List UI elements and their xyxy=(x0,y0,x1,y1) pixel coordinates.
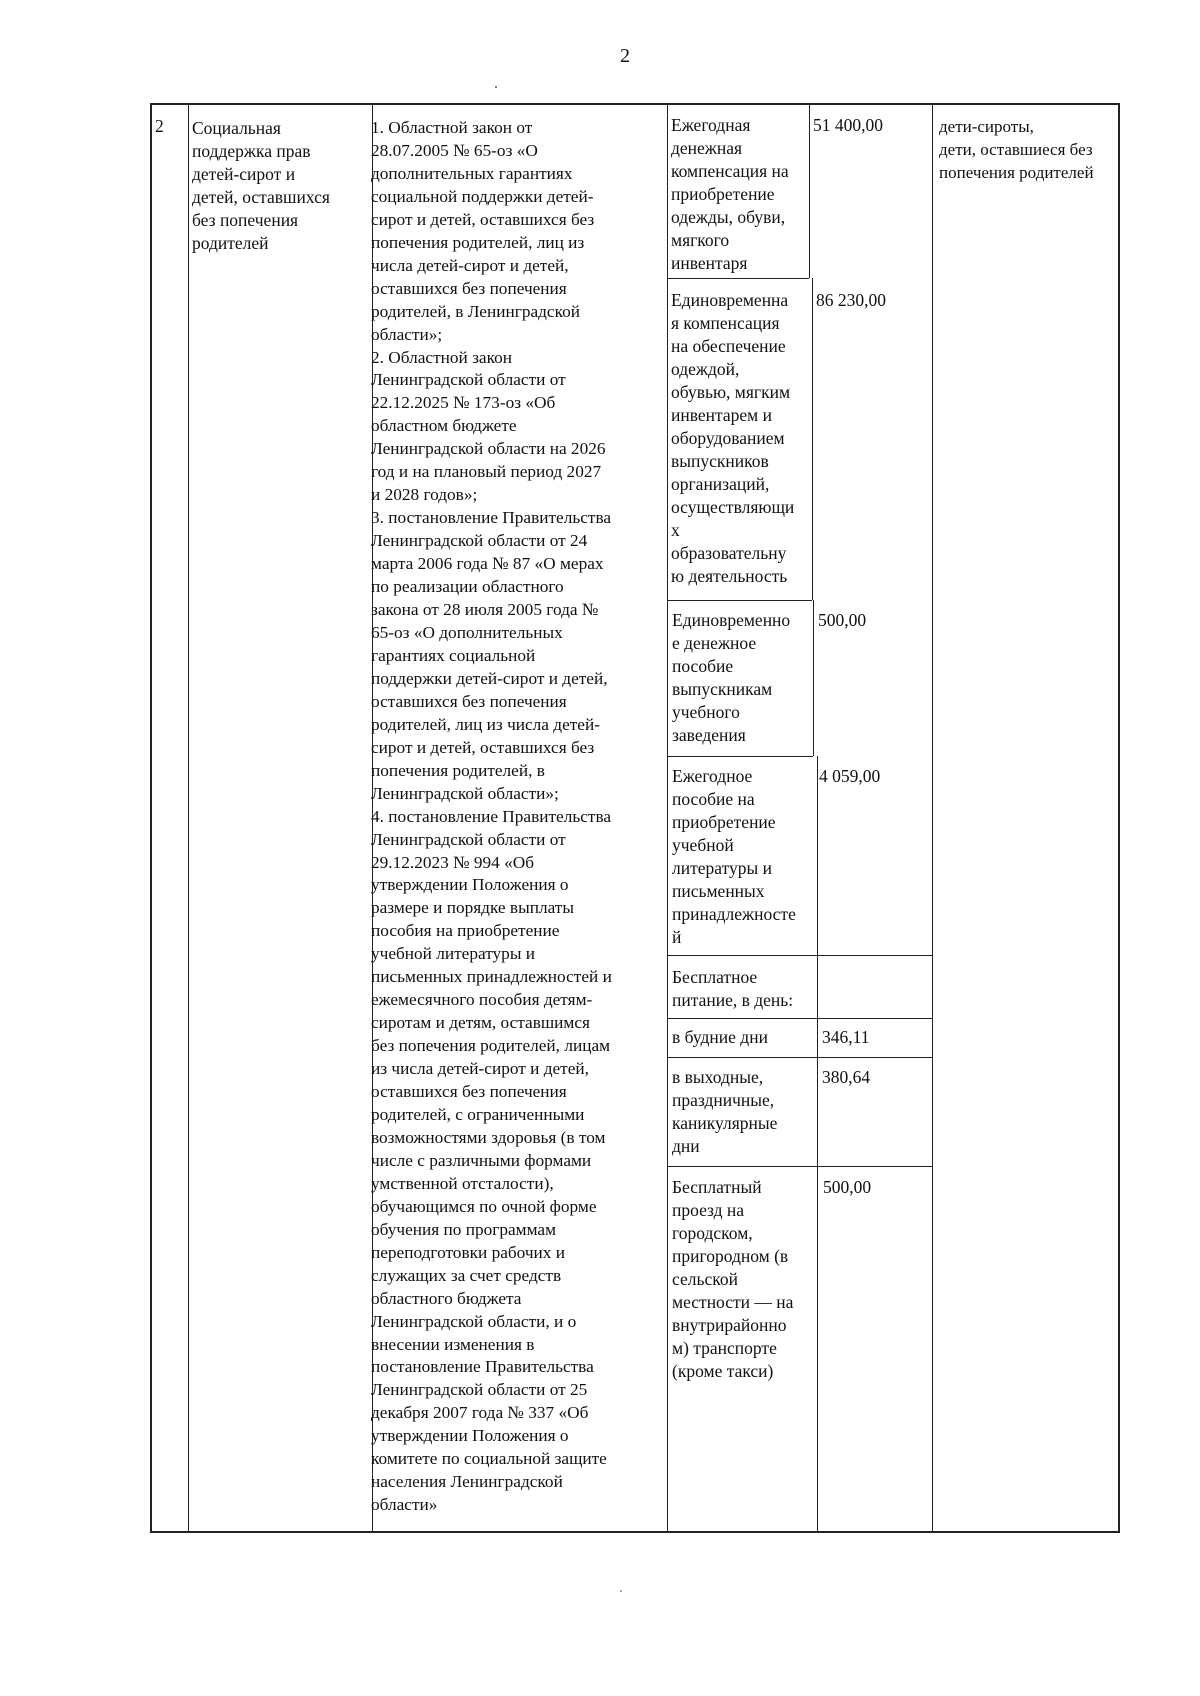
measure-amount: 380,64 xyxy=(822,1067,871,1087)
measure-label: Единовременна я компенсация на обеспечение одеждой, обувью, мягким инвентарем и оборудованием выпускников организаций, осуществляющи х образовательну ю деятельность xyxy=(671,290,795,586)
measure-amount: 500,00 xyxy=(823,1177,872,1197)
measures-grid xyxy=(667,105,932,1531)
measure-amount: 346,11 xyxy=(822,1027,870,1047)
scan-speck xyxy=(495,86,497,88)
measure-name: Социальная поддержка прав детей-сирот и детей, оставшихся без попечения родителей xyxy=(192,118,330,253)
measure-label: Бесплатный проезд на городском, пригородном (в сельской местности — на внутрирайонно м) транспорте (кроме такси) xyxy=(672,1177,794,1381)
measure-label: Бесплатное питание, в день: xyxy=(672,967,794,1010)
measure-label: Единовременно е денежное пособие выпускникам учебного заведения xyxy=(672,610,791,745)
measure-amount: 86 230,00 xyxy=(816,290,886,310)
measure-label: в выходные, праздничные, каникулярные дни xyxy=(672,1067,778,1156)
scan-speck xyxy=(620,1590,622,1592)
measure-label: Ежегодное пособие на приобретение учебной литературы и письменных принадлежносте й xyxy=(672,766,796,947)
measure-label: Ежегодная денежная компенсация на приобретение одежды, обуви, мягкого инвентаря xyxy=(671,115,789,273)
measure-label: в будние дни xyxy=(672,1027,768,1047)
benefits-table xyxy=(150,103,1120,1533)
page-number: 2 xyxy=(620,45,630,67)
measure-amount: 51 400,00 xyxy=(813,115,883,135)
column-divider xyxy=(188,105,189,1531)
recipients: дети-сироты, дети, оставшиеся без попечения родителей xyxy=(939,117,1094,182)
measure-amount: 500,00 xyxy=(818,610,867,630)
column-divider xyxy=(932,105,933,1531)
row-number: 2 xyxy=(155,116,164,136)
measure-amount: 4 059,00 xyxy=(819,766,881,786)
legal-basis: 1. Областной закон от 28.07.2005 № 65-оз «О дополнительных гарантиях социальной поддержки детей- сирот и детей, оставшихся без попечения родителей, лиц из числа детей-сирот и детей, оставшихся без попечения родителей, в Ленинградской области»; 2. Областной закон Ленинградской области от 22.12.2025 № 173-оз «Об областном бюджете Ленинградской области на 2026 год и на плановый период 2027 и 2028 годов»; 3. постановление Правительства Ленинградской области от 24 марта 2006 года № 87 «О мерах по реализации областного закона от 28 июля 2005 года № 65-оз «О дополнительных гарантиях социальной поддержки детей-сирот и детей, оставшихся без попечения родителей, лиц из числа детей- сирот и детей, оставшихся без попечения родителей, в Ленинградской области»; 4. постановление Правительства Ленинградской области от 29.12.2023 № 994 «Об утверждении Положения о размере и порядке выплаты пособия на приобретение учебной литературы и письменных принадлежностей и ежемесячного пособия детям- сиротам и детям, оставшимся без попечения родителей, лицам из числа детей-сирот и детей, оставшихся без попечения родителей, с ограниченными возможностями здоровья (в том числе с различными формами умственной отсталости), обучающимся по очной форме обучения по программам переподготовки рабочих и служащих за счет средств областного бюджета Ленинградской области, и о внесении изменения в постановление Правительства Ленинградской области от 25 декабря 2007 года № 337 «Об утверждении Положения о комитете по социальной защите населения Ленинградской области» xyxy=(371,118,612,1515)
